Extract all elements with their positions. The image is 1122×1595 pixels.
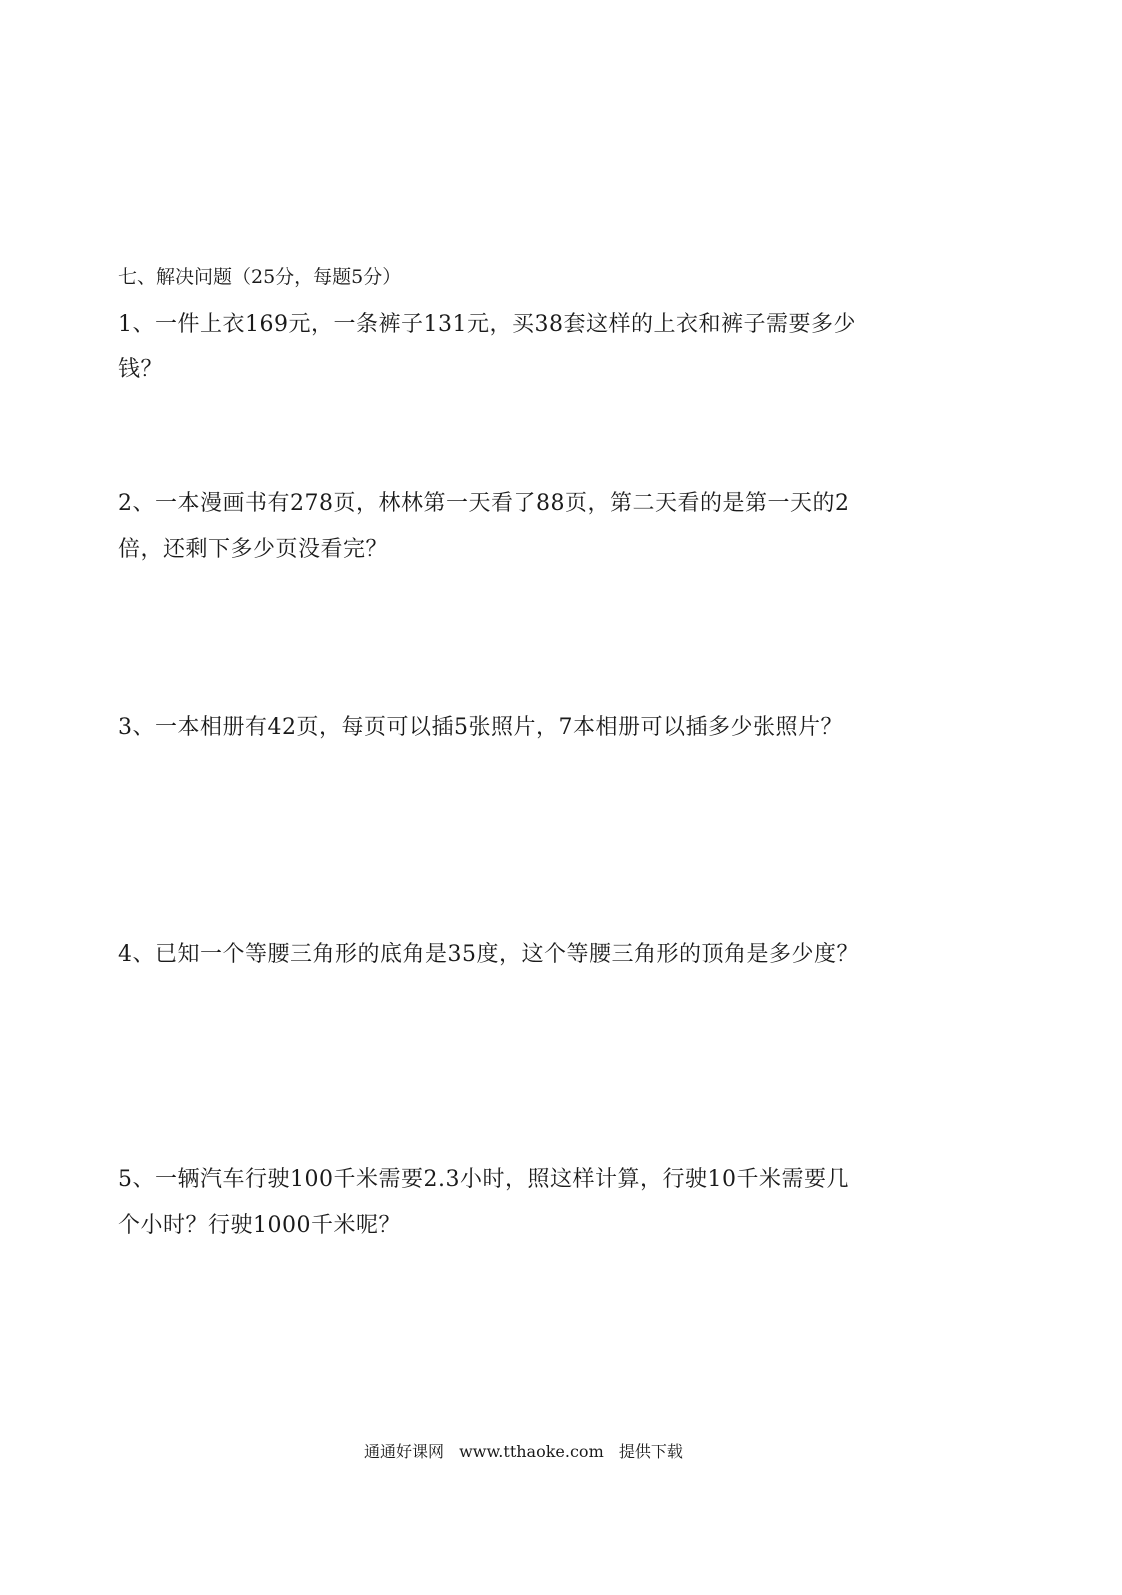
question-2-line-2: 倍，还剩下多少页没看完？ (118, 537, 389, 562)
question-1-line-1: 1、一件上衣169元，一条裤子131元，买38套这样的上衣和裤子需要多少 (118, 312, 856, 337)
footer-note: 提供下载 (618, 1442, 683, 1461)
question-1-line-2: 钱？ (118, 357, 164, 382)
section-heading: 七、解决问题（25分，每题5分） (118, 266, 402, 288)
page-footer (364, 1441, 693, 1463)
question-5-line-1: 5、一辆汽车行驶100千米需要2.3小时，照这样计算，行驶10千米需要几 (118, 1167, 849, 1192)
question-2-line-1: 2、一本漫画书有278页，林林第一天看了88页，第二天看的是第一天的2 (118, 491, 850, 516)
footer-url[interactable]: www.tthaoke.com (459, 1442, 604, 1461)
footer-site-name: 通通好课网 (364, 1442, 445, 1461)
question-3-line-1: 3、一本相册有42页，每页可以插5张照片，7本相册可以插多少张照片？ (118, 715, 843, 740)
question-5-line-2: 个小时？行驶1000千米呢？ (118, 1213, 401, 1238)
question-4-line-1: 4、已知一个等腰三角形的底角是35度，这个等腰三角形的顶角是多少度？ (118, 942, 859, 967)
